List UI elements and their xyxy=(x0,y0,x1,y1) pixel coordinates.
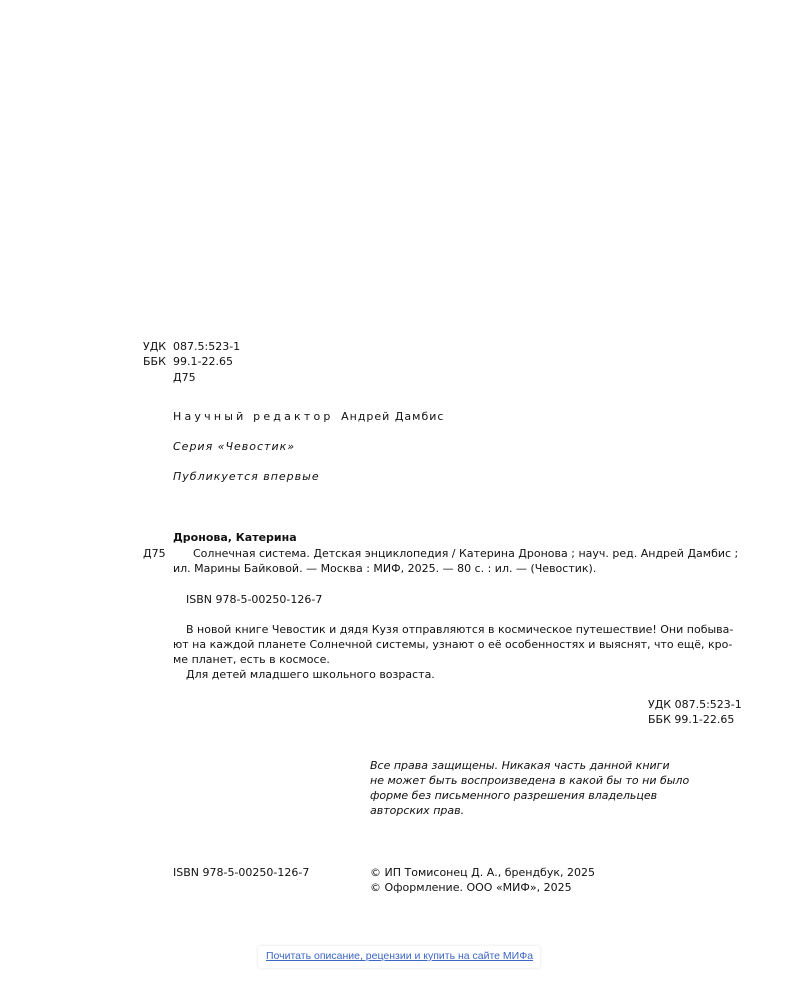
audience-note: Для детей младшего школьного возраста. xyxy=(186,668,435,681)
series-title: Серия «Чевостик» xyxy=(173,440,296,453)
rights-line-4: авторских прав. xyxy=(370,804,465,817)
rights-line-1: Все права защищены. Никакая часть данной книги xyxy=(370,759,670,772)
udk-value: 087.5:523-1 xyxy=(173,340,241,353)
catalog-isbn: ISBN 978-5-00250-126-7 xyxy=(186,593,323,606)
catalog-title-line-2: ил. Марины Байковой. — Москва : МИФ, 2025. — 80 с. : ил. — (Чевостик). xyxy=(173,562,597,575)
editor-line xyxy=(173,409,444,424)
catalog-author-mark: Д75 xyxy=(143,547,166,560)
footer-isbn: ISBN 978-5-00250-126-7 xyxy=(173,866,310,879)
catalog-title-line-1: Солнечная система. Детская энциклопедия / Катерина Дронова ; науч. ред. Андрей Дамбис ; xyxy=(193,547,739,560)
annotation-line-2: ют на каждой планете Солнечной системы, узнают о её особенностях и выяснят, что ещё, кро- xyxy=(173,638,733,651)
editor-name: Андрей Дамбис xyxy=(341,410,445,423)
promo-link[interactable]: Почитать описание, рецензии и купить на сайте МИФа xyxy=(266,950,534,962)
first-publication-note: Публикуется впервые xyxy=(173,470,320,483)
rights-line-3: форме без письменного разрешения владельцев xyxy=(370,789,658,802)
promo-link-box xyxy=(258,946,540,968)
copyright-line-1: © ИП Томисонец Д. А., брендбук, 2025 xyxy=(370,866,595,879)
udk-label: УДК xyxy=(143,340,167,353)
bbk-label: ББК xyxy=(143,355,166,368)
rights-line-2: не может быть воспроизведена в какой бы то ни было xyxy=(370,774,690,787)
annotation-line-1: В новой книге Чевостик и дядя Кузя отправляются в космическое путешествие! Они побыва- xyxy=(186,623,734,636)
author-mark: Д75 xyxy=(173,371,196,384)
copyright-line-2: © Оформление. ООО «МИФ», 2025 xyxy=(370,881,572,894)
catalog-author-heading: Дронова, Катерина xyxy=(173,531,297,544)
bbk-right: ББК 99.1-22.65 xyxy=(648,713,735,726)
udk-right: УДК 087.5:523-1 xyxy=(648,698,742,711)
bbk-value: 99.1-22.65 xyxy=(173,355,233,368)
rights-notice xyxy=(370,758,710,818)
editor-label: Научный редактор xyxy=(173,410,334,423)
annotation-line-3: ме планет, есть в космосе. xyxy=(173,653,330,666)
